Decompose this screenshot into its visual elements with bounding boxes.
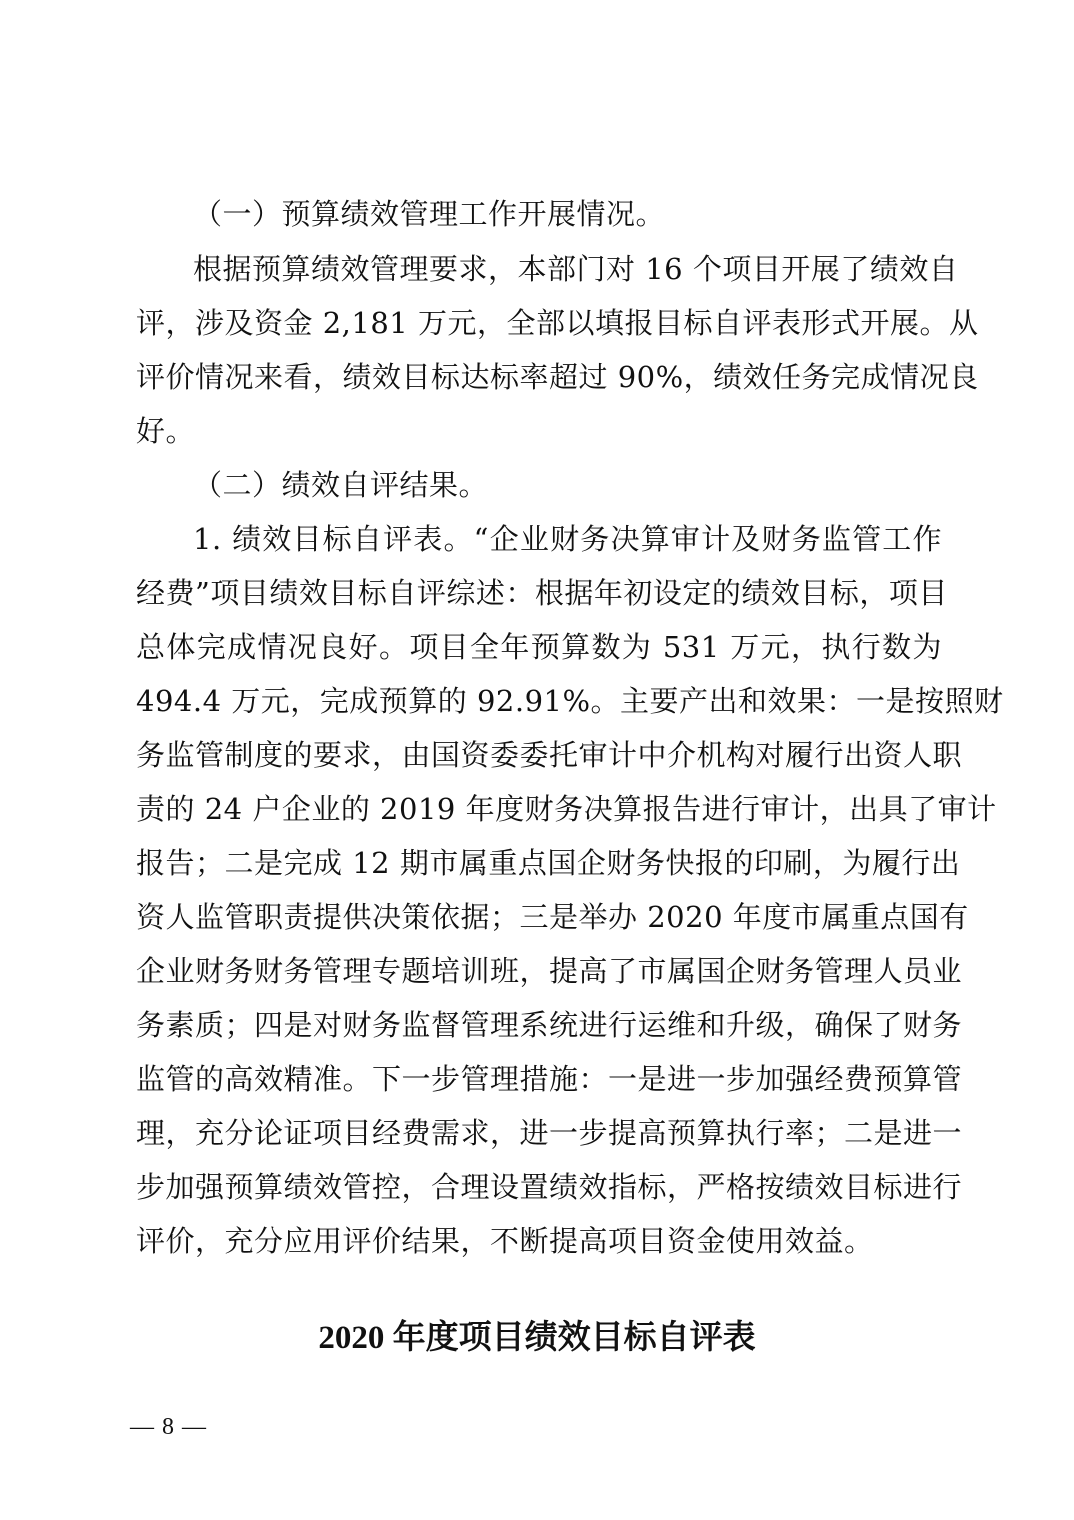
paragraph-line: 步加强预算绩效管控，合理设置绩效指标，严格按绩效目标进行 — [136, 1170, 963, 1204]
paragraph-line: 根据预算绩效管理要求，本部门对 16 个项目开展了绩效自 — [193, 252, 959, 286]
paragraph-line: 务素质；四是对财务监督管理系统进行运维和升级，确保了财务 — [136, 1008, 963, 1042]
paragraph-line: 资人监管职责提供决策依据；三是举办 2020 年度市属重点国有 — [136, 900, 969, 934]
paragraph-line: 好。 — [136, 414, 196, 448]
paragraph-line: 评，涉及资金 2,181 万元，全部以填报目标自评表形式开展。从 — [136, 306, 979, 340]
paragraph-line: 经费”项目绩效目标自评综述：根据年初设定的绩效目标，项目 — [136, 576, 948, 610]
page-number: — 8 — — [130, 1414, 207, 1440]
paragraph-line: 务监管制度的要求，由国资委委托审计中介机构对履行出资人职 — [136, 738, 963, 772]
section-heading-1: （一）预算绩效管理工作开展情况。 — [193, 197, 666, 231]
paragraph-line: 责的 24 户企业的 2019 年度财务决算报告进行审计，出具了审计 — [136, 792, 997, 826]
paragraph-line: 494.4 万元，完成预算的 92.91%。主要产出和效果：一是按照财 — [136, 684, 1004, 718]
table-title: 2020 年度项目绩效目标自评表 — [318, 1320, 756, 1356]
paragraph-line: 评价情况来看，绩效目标达标率超过 90%，绩效任务完成情况良 — [136, 360, 979, 394]
paragraph-line: 总体完成情况良好。项目全年预算数为 531 万元，执行数为 — [136, 630, 942, 664]
paragraph-line: 1. 绩效目标自评表。“企业财务决算审计及财务监管工作 — [193, 522, 942, 556]
paragraph-line: 报告；二是完成 12 期市属重点国企财务快报的印刷，为履行出 — [136, 846, 961, 880]
section-heading-2: （二）绩效自评结果。 — [193, 468, 489, 502]
paragraph-line: 企业财务财务管理专题培训班，提高了市属国企财务管理人员业 — [136, 954, 963, 988]
paragraph-line: 理，充分论证项目经费需求，进一步提高预算执行率；二是进一 — [136, 1116, 963, 1150]
paragraph-line: 评价，充分应用评价结果，不断提高项目资金使用效益。 — [136, 1224, 874, 1258]
paragraph-line: 监管的高效精准。下一步管理措施：一是进一步加强经费预算管 — [136, 1062, 963, 1096]
